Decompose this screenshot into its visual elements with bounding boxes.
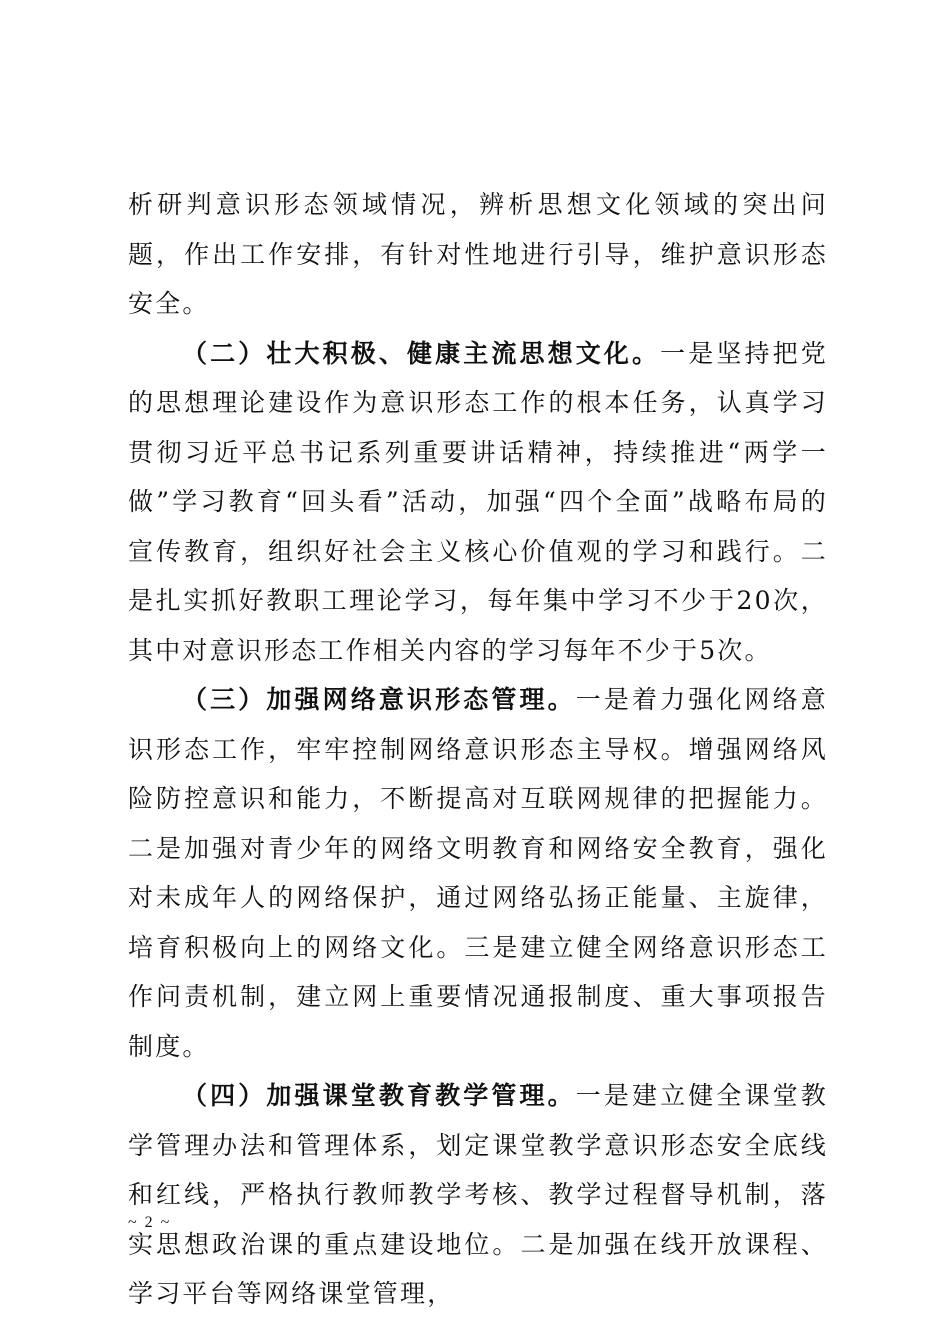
paragraph-continuation — [128, 180, 828, 329]
page-number: ~ 2 ~ — [128, 1214, 172, 1231]
paragraph-text: 一是建立健全课堂教学管理办法和管理体系，划定课堂教学意识形态安全底线和红线，严格执行教师教学考核、教学过程督导机制，落实思想政治课的重点建设地位。二是加强在线开放课程、学习平台等网络课堂管理， — [128, 1081, 828, 1308]
paragraph-text: 一是坚持把党的思想理论建设作为意识形态工作的根本任务，认真学习贯彻习近平总书记系列重要讲话精神，持续推进“两学一做”学习教育“回头看”活动，加强“四个全面”战略布局的宣传教育，组织好社会主义核心价值观的学习和践行。二是扎实抓好教职工理论学习，每年集中学习不少于20次，其中对意识形态工作相关内容的学习每年不少于5次。 — [128, 338, 829, 665]
paragraph-text: 一是着力强化网络意识形态工作，牢牢控制网络意识形态主导权。增强网络风险防控意识和能力，不断提高对互联网规律的把握能力。二是加强对青少年的网络文明教育和网络安全教育，强化对未成年人的网络保护，通过网络弘扬正能量、主旋律，培育积极向上的网络文化。三是建立健全网络意识形态工作问责机制，建立网上重要情况通报制度、重大事项报告制度。 — [128, 685, 828, 1061]
section-heading: （二）壮大积极、健康主流思想文化。 — [182, 338, 661, 368]
paragraph-section-3 — [128, 675, 828, 1071]
paragraph-section-4 — [128, 1071, 828, 1319]
paragraph-text: 析研判意识形态领域情况，辨析思想文化领域的突出问题，作出工作安排，有针对性地进行引导，维护意识形态安全。 — [128, 190, 828, 318]
section-heading: （四）加强课堂教育教学管理。 — [182, 1081, 576, 1110]
document-body — [128, 180, 828, 1319]
paragraph-section-2 — [128, 329, 828, 676]
section-heading: （三）加强网络意识形态管理。 — [182, 685, 576, 714]
